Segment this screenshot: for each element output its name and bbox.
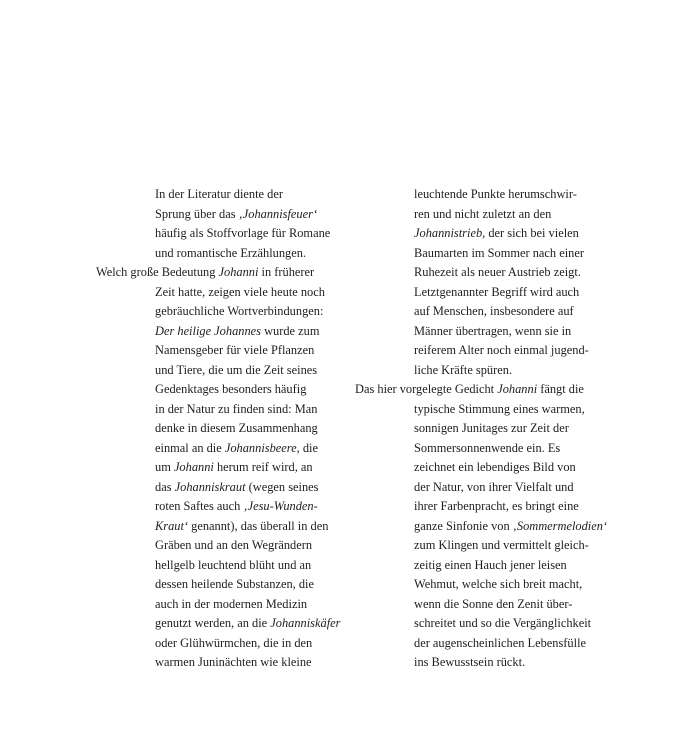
text-segment: warmen Juninächten wie kleine [155,655,312,669]
text-line [155,283,355,303]
italic-term: Der heilige Johannes [155,323,261,338]
text-line [155,244,355,264]
text-segment: auch in der modernen Medizin [155,596,308,611]
text-line [155,575,355,595]
text-segment: das [155,479,175,494]
text-line [414,263,614,283]
text-segment: ren und nicht zuletzt an den [414,206,552,221]
text-segment: ganze Sinfonie von [414,518,513,533]
text-segment: zeichnet ein lebendiges Bild von [414,460,576,474]
text-segment: wurde zum [260,323,320,338]
text-segment: herum reif wird, an [213,460,313,474]
text-line [414,341,614,361]
text-line [414,322,614,342]
italic-term: Johanni [497,382,538,396]
text-line [414,283,614,303]
text-segment: Ruhezeit als neuer Austrieb zeigt. [414,265,581,279]
text-segment: roten Saftes auch [155,499,244,513]
text-segment: auf Menschen, insbesondere auf [414,304,574,318]
text-segment: Sprung über das [155,206,239,221]
text-line [155,653,355,673]
text-line [414,419,614,439]
text-line [155,439,355,459]
text-segment: reiferem Alter noch einmal jugend- [414,343,589,357]
italic-term: ‚Johannisfeuer‘ [238,206,318,221]
text-segment: Das hier vorgelegte Gedicht [355,382,498,396]
text-segment: der Natur, von ihrer Vielfalt und [414,479,574,494]
text-segment: , der sich bei vielen [482,226,579,240]
text-line [414,653,614,673]
text-segment: oder Glühwürmchen, die in den [155,635,313,650]
text-line [414,185,614,205]
text-line [155,595,355,615]
text-line [414,400,614,420]
text-segment: denke in diesem Zusammenhang [155,421,318,435]
italic-term: Johanniskäfer [270,616,341,630]
text-line [414,536,614,556]
text-line [155,634,355,654]
text-segment: , die [296,440,318,455]
text-line [96,263,355,283]
text-line [155,341,355,361]
text-segment: Baumarten im Sommer nach einer [414,245,584,260]
text-line [414,478,614,498]
text-line [414,517,614,537]
italic-term: ‚Sommermelodien‘ [512,518,608,533]
text-line [155,224,355,244]
text-line [414,575,614,595]
text-segment: schreitet und so die Vergänglichkeit [414,616,592,630]
text-segment: in früherer [258,265,315,279]
italic-term: ‚Jesu-Wunden- [243,499,318,513]
text-segment: hellgelb leuchtend blüht und an [155,557,312,572]
text-line [155,400,355,420]
italic-term: Johanni [173,460,214,474]
text-line [414,439,614,459]
text-line [155,419,355,439]
text-segment: typische Stimmung eines warmen, [414,401,585,416]
text-line [414,595,614,615]
text-segment: und Tiere, die um die Zeit seines [155,362,318,377]
right-text-column [355,185,614,673]
italic-term: Kraut‘ [155,518,189,533]
left-text-column [96,185,355,673]
text-segment: liche Kräfte spüren. [414,362,513,377]
text-segment: häufig als Stoffvorlage für Romane [155,226,331,240]
text-line [155,185,355,205]
text-line [155,497,355,517]
text-line [355,380,614,400]
text-line [155,458,355,478]
text-line [414,634,614,654]
text-line [155,302,355,322]
text-line [414,361,614,381]
text-segment: dessen heilende Substanzen, die [155,577,314,591]
text-segment: ihrer Farbenpracht, es bringt eine [414,499,579,513]
text-segment: Sommersonnenwende ein. Es [414,440,561,455]
text-line [414,458,614,478]
text-line [155,614,355,634]
italic-term: Johanniskraut [174,479,246,494]
text-line [414,614,614,634]
text-segment: in der Natur zu finden sind: Man [155,401,318,416]
text-segment: leuchtende Punkte herumschwir- [414,187,577,201]
text-segment: gebräuchliche Wortverbindungen: [155,304,324,318]
italic-term: Johannistrieb [414,226,483,240]
text-segment: Welch große Bedeutung [96,265,219,279]
text-segment: genutzt werden, an die [155,616,271,630]
text-line [414,224,614,244]
text-segment: fängt die [537,382,584,396]
text-segment: genannt), das überall in den [188,518,329,533]
italic-term: Johanni [218,265,259,279]
text-segment: In der Literatur diente der [155,187,283,201]
text-line [414,497,614,517]
text-line [155,322,355,342]
text-segment: Gedenktages besonders häufig [155,382,307,396]
text-segment: Zeit hatte, zeigen viele heute noch [155,284,325,299]
text-segment: der augenscheinlichen Lebensfülle [414,635,587,650]
text-segment: Wehmut, welche sich breit macht, [414,577,583,591]
text-line [414,205,614,225]
italic-term: Johannisbeere [224,440,297,455]
text-segment: zum Klingen und vermittelt gleich- [414,538,589,552]
text-line [414,244,614,264]
text-segment: zeitig einen Hauch jener leisen [414,557,567,572]
text-segment: (wegen seines [245,479,319,494]
text-segment: Männer übertragen, wenn sie in [414,323,572,338]
text-segment: sonnigen Junitages zur Zeit der [414,421,569,435]
text-line [155,380,355,400]
text-segment: Namensgeber für viele Pflanzen [155,343,315,357]
text-line [155,205,355,225]
text-line [155,361,355,381]
text-segment: und romantische Erzählungen. [155,245,307,260]
text-segment: wenn die Sonne den Zenit über- [414,596,573,611]
text-segment: Gräben und an den Wegrändern [155,538,313,552]
text-line [155,517,355,537]
text-segment: Letztgenannter Begriff wird auch [414,284,580,299]
text-line [414,302,614,322]
text-segment: um [155,460,174,474]
text-line [414,556,614,576]
text-segment: ins Bewusstsein rückt. [414,655,526,669]
text-segment: einmal an die [155,440,225,455]
text-line [155,536,355,556]
text-line [155,478,355,498]
text-line [155,556,355,576]
